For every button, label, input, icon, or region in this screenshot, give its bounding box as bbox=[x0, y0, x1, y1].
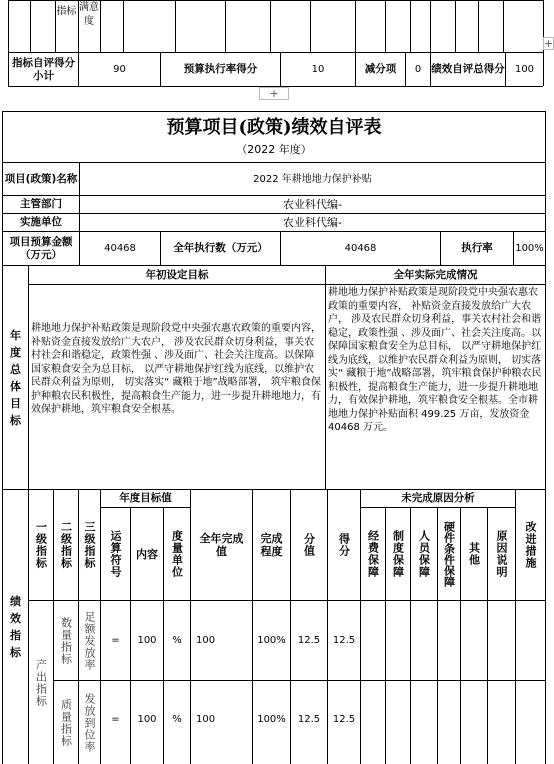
row-score: 12.5 bbox=[332, 713, 356, 725]
row-full-year: 100 bbox=[196, 635, 216, 646]
row-level2: 质量指标 bbox=[59, 698, 73, 747]
goals-section-label: 年度总体目标 bbox=[10, 328, 21, 427]
header-level1: 一级指标 bbox=[34, 521, 48, 569]
row-operator: = bbox=[111, 713, 120, 725]
add-column-button[interactable]: + bbox=[544, 37, 554, 50]
rate-label: 执行率 bbox=[461, 242, 493, 254]
row-unit: % bbox=[172, 713, 182, 725]
row-content: 100 bbox=[137, 713, 157, 725]
satisfaction-label: 满意度 bbox=[79, 2, 99, 27]
header-economic: 经费保障 bbox=[366, 530, 380, 578]
total-score-label: 绩效自评总得分 bbox=[431, 63, 505, 75]
actual-result-header: 全年实际完成情况 bbox=[393, 268, 478, 281]
header-reason: 原因说明 bbox=[495, 530, 508, 578]
total-score-value: 100 bbox=[514, 64, 535, 75]
rate-value: 100% bbox=[515, 243, 544, 254]
page-title: 预算项目(政策)绩效自评表 bbox=[166, 116, 382, 138]
self-eval-subtotal-label: 指标自评得分小计 bbox=[12, 56, 75, 82]
row-content: 100 bbox=[137, 635, 157, 646]
header-operator: 运算符号 bbox=[109, 530, 122, 578]
row-score-value: 12.5 bbox=[297, 635, 321, 646]
partial-indicator-label: 指标 bbox=[56, 5, 77, 17]
header-score-value: 分值 bbox=[302, 533, 316, 557]
row-level2: 数量指标 bbox=[59, 616, 73, 665]
add-row-button[interactable]: + bbox=[259, 87, 289, 100]
row-completion: 100% bbox=[257, 635, 286, 646]
budget-exec-score-value: 10 bbox=[311, 64, 325, 75]
header-score: 得分 bbox=[337, 533, 351, 557]
header-other: 其他 bbox=[467, 542, 481, 566]
header-full-year: 全年完成值 bbox=[199, 532, 244, 558]
initial-goal-header: 年初设定目标 bbox=[145, 268, 209, 281]
exec-label: 全年执行数（万元） bbox=[173, 242, 268, 254]
header-content: 内容 bbox=[136, 547, 158, 561]
header-level3: 三级指标 bbox=[83, 521, 96, 569]
header-completion: 完成程度 bbox=[260, 532, 283, 558]
header-year-target: 年度目标值 bbox=[119, 492, 172, 504]
budget-label: 项目预算金额（万元） bbox=[9, 235, 73, 261]
year-label: （2022 年度） bbox=[236, 142, 312, 156]
self-eval-subtotal-value: 90 bbox=[113, 64, 126, 75]
row-level3: 发放到位率 bbox=[83, 692, 96, 753]
dept-value: 农业科代编- bbox=[283, 198, 342, 211]
project-name-label: 项目(政策)名称 bbox=[4, 172, 78, 185]
exec-value: 40468 bbox=[344, 243, 377, 254]
budget-exec-score-label: 预算执行率得分 bbox=[183, 63, 258, 75]
header-level2: 二级指标 bbox=[59, 521, 73, 569]
row-score: 12.5 bbox=[332, 635, 356, 646]
budget-value: 40468 bbox=[104, 243, 136, 254]
deduction-label: 减分项 bbox=[364, 63, 397, 75]
perf-section-label: 绩效指标 bbox=[10, 595, 21, 659]
header-unit: 度量单位 bbox=[170, 530, 184, 578]
row-unit: % bbox=[172, 635, 182, 646]
row-full-year: 100 bbox=[196, 713, 216, 725]
actual-result-text: 耕地地力保护补贴政策是现阶段党中央强农惠农政策的重要内容， 补贴资金直接发放给广大农户， 涉及农民群众切身利益，事关农村社会和谐稳定，政策性强 、涉及面广、社会关注度高。以保障国家粮食安全为总目标， 以严守耕地保护红线为底线，以维护农民群众利益为原则， 切实落实“ 藏粮于地”战略部署，筑牢粮食保护种粮农民积极性，提高粮食生产能力，进一步提升耕地地力，有效保护耕地，筑牢粮食安全根基。全市耕地地力保护补贴面积 499.25 万亩，发放资金40468 万元。 bbox=[328, 287, 542, 433]
initial-goal-text: 耕地地力保护补贴政策是现阶段党中央强农惠农政策的重要内容， 补贴资金直接发放给广大农户， 涉及农民群众切身利益，事关农村社会和谐稳定，政策性强 、涉及面广、社会关注度高。以保障国家粮食安全为总目标， 以严守耕地保护红线为底线，以维护农民群众利益为原则， 切实落实“ 藏粮于地”战略部署， 筑牢粮食保护种粮农民积极性，提高粮食生产能力，进一步提升耕地地力，有效保护耕地，筑牢粮食安全根基。 bbox=[31, 323, 321, 415]
row-completion: 100% bbox=[257, 713, 286, 725]
row-score-value: 12.5 bbox=[297, 713, 321, 725]
header-hardware: 硬件条件保障 bbox=[442, 521, 456, 587]
header-reason-analysis: 未完成原因分析 bbox=[401, 492, 475, 504]
header-improve: 改进措施 bbox=[524, 521, 537, 569]
deduction-value: 0 bbox=[414, 64, 422, 75]
unit-value: 农业科代编- bbox=[283, 216, 342, 229]
unit-label: 实施单位 bbox=[20, 216, 62, 228]
dept-label: 主管部门 bbox=[20, 198, 62, 210]
row-operator: = bbox=[111, 635, 120, 646]
output-indicator-label: 产出指标 bbox=[34, 658, 48, 707]
header-system: 制度保障 bbox=[391, 530, 405, 578]
header-personnel: 人员保障 bbox=[417, 530, 431, 578]
project-name-value: 2022 年耕地地力保护补贴 bbox=[253, 173, 372, 185]
row-level3: 足额发放率 bbox=[83, 610, 96, 671]
